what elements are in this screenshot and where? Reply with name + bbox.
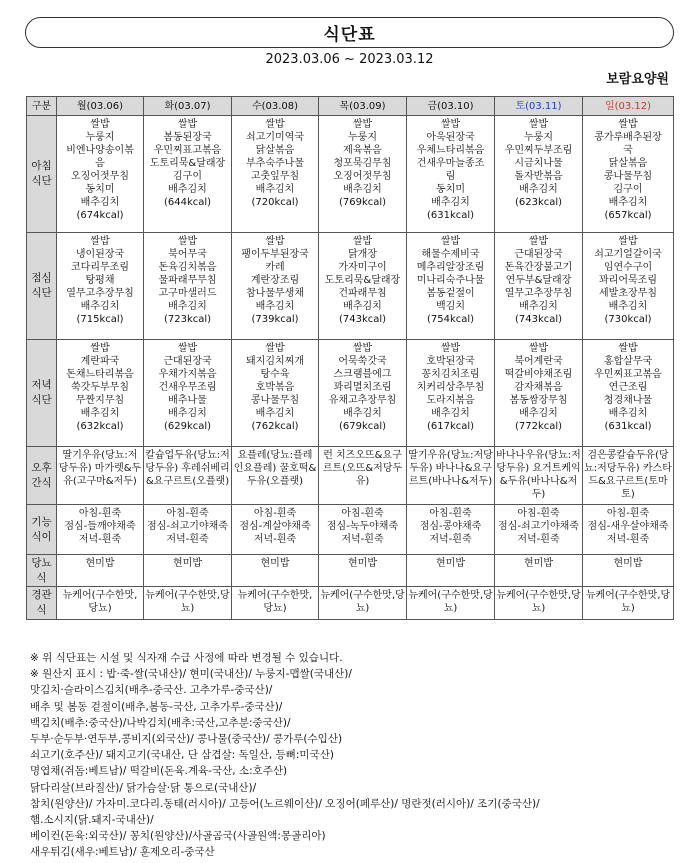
diabetic-diet-label — [27, 555, 57, 587]
menu-item: 오징어젓무침 — [71, 171, 129, 182]
snack-cell-tue — [144, 447, 232, 505]
functional-diet-item: 아침-흰죽 — [78, 508, 122, 519]
menu-item: 쌀밥 — [177, 236, 198, 247]
functional-diet-item: 점심-계살야채죽 — [239, 521, 311, 532]
menu-item: (772kcal) — [514, 421, 563, 432]
menu-item: 누룽지 — [348, 132, 377, 143]
row-label-line: 식단 — [31, 287, 52, 299]
lunch-cell-sun — [583, 233, 674, 340]
menu-item: 우채가지볶음 — [158, 369, 217, 380]
note-line: 닭다리살(브라질산)/ 닭가슴살·닭 통으로(국내산)/ — [30, 781, 257, 794]
menu-item: (631kcal) — [426, 210, 475, 221]
breakfast-cell-tue — [144, 116, 232, 233]
row-label-line: 저녁 — [31, 379, 52, 391]
menu-item: 북어계란국 — [514, 356, 563, 367]
menu-item: 배추김치 — [255, 301, 295, 312]
menu-item: 탕평채 — [85, 275, 115, 286]
lunch-cell-fri — [407, 233, 495, 340]
day-header-sun: 일(03.12) — [583, 97, 674, 116]
menu-item: (617kcal) — [426, 421, 475, 432]
lunch-row — [27, 233, 674, 340]
snack-cell-mon — [57, 447, 144, 505]
day-header-fri: 금(03.10) — [407, 97, 495, 116]
functional-diet-cell-mon — [57, 505, 144, 555]
menu-item: 쌀밥 — [618, 343, 638, 354]
row-label-line: 식단 — [31, 175, 52, 187]
menu-item: 쌀밥 — [90, 343, 110, 354]
menu-item: 국 — [623, 145, 633, 156]
functional-diet-item: 점심-쇠고기야채죽 — [147, 521, 228, 532]
functional-diet-item: 점심-녹두야채죽 — [326, 521, 399, 532]
menu-item: 비엔나양송이볶 — [66, 145, 134, 156]
functional-diet-cell-sat — [495, 505, 583, 555]
menu-item: 쇠고기미역국 — [246, 132, 304, 143]
menu-item: 무짠지무침 — [75, 395, 125, 406]
tube-feeding-item: 뉴케어(구수한맛,당뇨) — [585, 590, 671, 614]
menu-item: 배추김치 — [519, 301, 558, 312]
menu-item: 닭살볶음 — [608, 158, 648, 169]
menu-item: 미나리숙주나물 — [416, 275, 485, 286]
dinner-cell-sat — [495, 340, 583, 447]
menu-item: 배추김치 — [168, 408, 207, 419]
snack-cell-sun — [583, 447, 674, 505]
snack-label — [27, 447, 57, 505]
menu-item: 배추김치 — [608, 301, 648, 312]
dinner-row — [27, 340, 674, 447]
menu-item: 떡갈비야채조림 — [504, 369, 573, 380]
menu-item: 도토리묵&달래장 — [324, 275, 401, 286]
note-line: 배추 및 봄동 겉절이(배추,봄동-국산, 고추가루-중국산)/ — [30, 700, 283, 713]
menu-item: 배추김치 — [168, 184, 207, 195]
dinner-cell-sun — [583, 340, 674, 447]
menu-item: 배추김치 — [80, 408, 120, 419]
snack-row — [27, 447, 674, 505]
note-line: 베이컨(돈육:외국산)/ 꽁치(원양산)/사골곰국(사골원액:몽골리아) — [30, 830, 326, 843]
breakfast-cell-sun — [583, 116, 674, 233]
menu-item: 도라지볶음 — [426, 395, 475, 406]
menu-item: 쌀밥 — [528, 343, 549, 354]
functional-diet-item: 아침-흰죽 — [166, 508, 209, 519]
diabetic-diet-item: 현미밥 — [173, 558, 202, 569]
note-line: 명엽채(쥐돔:베트남)/ 떡갈비(돈육.계육-국산, 소:호주산) — [30, 765, 288, 778]
menu-item: 시금치나물 — [514, 158, 563, 169]
note-line: 새우튀김(새우:베트남)/ 훈제오리-중국산 — [30, 846, 215, 859]
menu-item: (754kcal) — [426, 314, 475, 325]
menu-item: 꽈리멸치조림 — [333, 382, 392, 393]
row-label-line: 경관 — [31, 589, 52, 601]
menu-item: (769kcal) — [338, 197, 387, 208]
diabetic-diet-item: 현미밥 — [524, 558, 553, 569]
dinner-cell-tue — [144, 340, 232, 447]
row-label-line: 간식 — [31, 476, 52, 489]
menu-item: 부추숙주나물 — [246, 158, 304, 169]
functional-diet-item: 저녁-흰죽 — [606, 534, 650, 545]
functional-diet-item: 저녁-흰죽 — [78, 534, 122, 545]
menu-item: (623kcal) — [514, 197, 563, 208]
functional-diet-item: 저녁-흰죽 — [253, 534, 297, 545]
menu-item: 돼지김치찌개 — [246, 356, 304, 367]
menu-item: 근대된장국 — [514, 249, 563, 260]
menu-item: 물파래무무침 — [158, 275, 217, 286]
menu-item: 돈채느타리볶음 — [66, 369, 134, 380]
row-label-line: 점심 — [31, 272, 52, 284]
notes — [30, 650, 680, 861]
functional-diet-item: 아침-흰죽 — [341, 508, 384, 519]
menu-item: 림 — [445, 171, 456, 182]
tube-feeding-cell-thu — [319, 587, 407, 620]
menu-item: (631kcal) — [604, 421, 652, 432]
tube-feeding-row — [27, 587, 674, 620]
menu-item: 쌀밥 — [352, 119, 373, 130]
day-header-thu: 목(03.09) — [319, 97, 407, 116]
menu-item: 오징어젓무침 — [333, 171, 392, 182]
dinner-label — [27, 340, 57, 447]
menu-item: 쌀밥 — [90, 236, 110, 247]
breakfast-cell-mon — [57, 116, 144, 233]
menu-item: (629kcal) — [163, 421, 212, 432]
menu-item: 계란장조림 — [250, 275, 300, 286]
menu-item: 스크램블에그 — [333, 369, 392, 380]
row-label-line: 기능 — [31, 515, 52, 528]
breakfast-label — [27, 116, 57, 233]
breakfast-cell-sat — [495, 116, 583, 233]
menu-item: 배추김치 — [431, 197, 470, 208]
menu-item: (762kcal) — [251, 421, 299, 432]
day-header-mon: 월(03.06) — [57, 97, 144, 116]
functional-diet-item: 아침-흰죽 — [253, 508, 297, 519]
functional-diet-item: 점심-새우살야채죽 — [587, 521, 669, 532]
menu-item: (632kcal) — [76, 421, 124, 432]
menu-item: 건새우마늘종조 — [416, 158, 485, 169]
menu-item: 누룽지 — [524, 132, 553, 143]
tube-feeding-item: 뉴케어(구수한맛,당뇨) — [320, 590, 405, 614]
menu-item: (644kcal) — [163, 197, 212, 208]
breakfast-cell-wed — [232, 116, 319, 233]
snack-item: 딸기우유(당뇨:저당두유) 바나나&요구르트(바나나&저두) — [408, 450, 493, 487]
day-header-row — [27, 97, 674, 116]
menu-item: 청경채나물 — [603, 395, 653, 406]
diabetic-diet-item: 현미밥 — [436, 558, 465, 569]
menu-item: 쌀밥 — [265, 236, 285, 247]
menu-item: (739kcal) — [251, 314, 299, 325]
menu-item: 감자채볶음 — [514, 382, 563, 393]
day-header-wed: 수(03.08) — [232, 97, 319, 116]
snack-item: 바나나우유(당뇨:저당두유) 요거트케익&두유(바나나&저두) — [496, 450, 581, 500]
menu-item: 음 — [95, 158, 105, 169]
menu-item: (743kcal) — [338, 314, 387, 325]
menu-item: 쌀밥 — [352, 236, 373, 247]
menu-item: 도토리묵&달래장 — [149, 158, 226, 169]
diabetic-diet-cell-thu — [319, 555, 407, 587]
functional-diet-item: 아침-흰죽 — [606, 508, 650, 519]
menu-item: 가자미구이 — [338, 262, 387, 273]
menu-item: 쌀밥 — [528, 236, 549, 247]
menu-item: 메추리알장조림 — [416, 262, 485, 273]
menu-item: 어묵쑥갓국 — [338, 356, 387, 367]
menu-item: 쌀밥 — [177, 119, 198, 130]
tube-feeding-item: 뉴케어(구수한맛,당뇨) — [62, 590, 138, 614]
note-line: 참치(원양산)/ 가자미.코다리.동태(러시아)/ 고등어(노르웨이산)/ 오징어(페루산)/ 명란젓(러시아)/ 조기(중국산)/ — [30, 797, 540, 810]
menu-item: 배추김치 — [343, 301, 382, 312]
functional-diet-cell-thu — [319, 505, 407, 555]
row-label-line: 식단 — [31, 394, 52, 406]
menu-item: 쑥갓두부무침 — [71, 382, 129, 393]
menu-item: 치커리상추무침 — [416, 382, 485, 393]
diabetic-diet-item: 현미밥 — [348, 558, 377, 569]
menu-item: 근대된장국 — [163, 356, 212, 367]
menu-item: 돈육간장불고기 — [504, 262, 573, 273]
tube-feeding-item: 뉴케어(구수한맛,당뇨) — [145, 590, 230, 614]
breakfast-cell-fri — [407, 116, 495, 233]
menu-item: 배추나물 — [168, 395, 207, 406]
menu-item: 쌀밥 — [618, 119, 638, 130]
note-line: 백김치(배추:중국산)/나박김치(배추:국산,고추분:중국산)/ — [30, 716, 291, 729]
lunch-cell-wed — [232, 233, 319, 340]
tube-feeding-cell-mon — [57, 587, 144, 620]
snack-cell-wed — [232, 447, 319, 505]
menu-item: 연두부&달래장 — [505, 275, 572, 286]
menu-item: 열무고추장무침 — [66, 288, 134, 299]
diabetic-diet-cell-wed — [232, 555, 319, 587]
menu-item: 배추김치 — [519, 184, 558, 195]
note-line: 두부·순두부·연두부,콩비지(외국산)/ 콩나물(중국산)/ 콩가루(수입산) — [30, 733, 343, 746]
menu-item: 배추김치 — [80, 197, 120, 208]
diabetic-diet-cell-mon — [57, 555, 144, 587]
menu-item: 쌀밥 — [265, 119, 285, 130]
snack-item: 요플레(당뇨:플레인요플레) 꿀호떡&두유(오플랫) — [233, 450, 317, 487]
menu-item: 건새우무조림 — [158, 382, 217, 393]
snack-cell-fri — [407, 447, 495, 505]
menu-item: 쌀밥 — [177, 343, 198, 354]
menu-item: 꽈리어묵조림 — [599, 275, 657, 286]
menu-table — [26, 96, 674, 620]
note-line: 쇠고기(호주산)/ 돼지고기(국내산, 단 삼겹살: 독일산, 등뼈:미국산) — [30, 749, 334, 762]
functional-diet-cell-sun — [583, 505, 674, 555]
menu-item: 쌀밥 — [90, 119, 110, 130]
menu-item: 배추김치 — [608, 408, 648, 419]
menu-item: 호박된장국 — [426, 356, 475, 367]
menu-item: 냉이된장국 — [75, 249, 125, 260]
menu-item: 돈육김치볶음 — [158, 262, 217, 273]
tube-feeding-cell-sat — [495, 587, 583, 620]
menu-item: 쌀밥 — [352, 343, 373, 354]
menu-item: 세발초장무침 — [599, 288, 657, 299]
snack-item: 칼슘업두유(당뇨:저당두유) 후레쉬베리&요구르트(오플랫) — [145, 450, 230, 487]
menu-item: 닭개장 — [348, 249, 377, 260]
menu-item: 배추김치 — [343, 408, 382, 419]
lunch-cell-thu — [319, 233, 407, 340]
menu-item: 콩나물무침 — [250, 395, 300, 406]
menu-item: 김구이 — [613, 184, 643, 195]
menu-item: 배추김치 — [255, 184, 295, 195]
snack-cell-sat — [495, 447, 583, 505]
diabetic-diet-cell-fri — [407, 555, 495, 587]
menu-item: 배추김치 — [343, 184, 382, 195]
title-text: 식단표 — [323, 25, 376, 45]
menu-item: 콩나물무침 — [603, 171, 653, 182]
functional-diet-item: 점심-콩야채죽 — [419, 521, 482, 532]
menu-item: 홍합살무국 — [603, 356, 653, 367]
dinner-cell-thu — [319, 340, 407, 447]
tube-feeding-label — [27, 587, 57, 620]
menu-item: 누룽지 — [85, 132, 115, 143]
menu-item: 봄동된장국 — [163, 132, 212, 143]
menu-item: 우민찌표고볶음 — [594, 369, 662, 380]
snack-item: 검은콩칼슘두유(당뇨:저당두유) 카스타드&요구르트(토마토) — [584, 450, 672, 500]
menu-item: 우민찌표고볶음 — [153, 145, 222, 156]
menu-item: 꽁치김치조림 — [421, 369, 480, 380]
menu-item: 쇠고기얼갈이국 — [594, 249, 662, 260]
menu-item: 쌀밥 — [265, 343, 285, 354]
functional-diet-cell-wed — [232, 505, 319, 555]
diabetic-diet-cell-sat — [495, 555, 583, 587]
diabetic-diet-item: 현미밥 — [260, 558, 290, 569]
menu-item: 봄동쌈장무침 — [509, 395, 568, 406]
functional-diet-item: 아침-흰죽 — [517, 508, 560, 519]
note-line: 햄.소시지(닭.돼지-국내산)/ — [30, 814, 154, 827]
snack-item: 딸기우유(당뇨:저당두유) 마가렛&두유(고구마&저두) — [58, 450, 142, 487]
row-label-line: 아침 — [31, 160, 52, 172]
menu-item: 쌀밥 — [440, 343, 461, 354]
note-line: ※ 위 식단표는 시설 및 식자재 수급 사정에 따라 변경될 수 있습니다. — [30, 652, 343, 664]
menu-item: 쌀밥 — [618, 236, 638, 247]
note-line: 맛김치·슬라이스김치(배추-중국산. 고추가루-중국산)/ — [30, 684, 273, 697]
dinner-cell-fri — [407, 340, 495, 447]
menu-item: 제육볶음 — [343, 145, 382, 156]
menu-item: 배추김치 — [519, 408, 558, 419]
menu-item: 해물수제비국 — [421, 249, 480, 260]
menu-item: 쌀밥 — [528, 119, 549, 130]
tube-feeding-item: 뉴케어(구수한맛,당뇨) — [237, 590, 313, 614]
breakfast-row — [27, 116, 674, 233]
menu-item: 건파래무침 — [338, 288, 387, 299]
menu-item: 콩가루배추된장 — [594, 132, 662, 143]
menu-item: (657kcal) — [604, 210, 652, 221]
day-header-tue: 화(03.07) — [144, 97, 232, 116]
snack-item: 런 치즈오뜨&요구르트(오뜨&저당두유) — [322, 450, 403, 487]
menu-item: 코다리무조림 — [71, 262, 129, 273]
facility-name: 보람요양원 — [606, 72, 669, 87]
row-label-line: 식 — [36, 571, 47, 584]
functional-diet-cell-tue — [144, 505, 232, 555]
menu-item: 백김치 — [436, 301, 465, 312]
lunch-cell-mon — [57, 233, 144, 340]
menu-title — [25, 17, 674, 48]
functional-diet-row — [27, 505, 674, 555]
menu-item: 북어무국 — [168, 249, 207, 260]
functional-diet-item: 저녁-흰죽 — [341, 534, 384, 545]
breakfast-cell-thu — [319, 116, 407, 233]
menu-item: 팽이두부된장국 — [241, 249, 309, 260]
dinner-cell-mon — [57, 340, 144, 447]
diabetic-diet-cell-tue — [144, 555, 232, 587]
diabetic-diet-row — [27, 555, 674, 587]
menu-item: 배추김치 — [80, 301, 120, 312]
day-header-sat: 토(03.11) — [495, 97, 583, 116]
row-label-line: 식 — [36, 604, 47, 616]
menu-item: 열무고추장무침 — [504, 288, 573, 299]
menu-item: 돌자반볶음 — [514, 171, 563, 182]
menu-item: 고춧잎무침 — [250, 171, 300, 182]
menu-item: (730kcal) — [604, 314, 652, 325]
functional-diet-item: 점심-들깨야채죽 — [64, 521, 136, 532]
diabetic-diet-item: 현미밥 — [613, 558, 643, 569]
menu-item: 탕수육 — [260, 369, 290, 380]
menu-item: 김구이 — [173, 171, 202, 182]
menu-item: (720kcal) — [251, 197, 299, 208]
tube-feeding-item: 뉴케어(구수한맛,당뇨) — [408, 590, 493, 614]
lunch-cell-sat — [495, 233, 583, 340]
menu-item: 청포묵김무침 — [333, 158, 392, 169]
row-label-line: 식이 — [31, 530, 52, 543]
functional-diet-item: 저녁-흰죽 — [166, 534, 209, 545]
menu-item: 우민찌두부조림 — [504, 145, 573, 156]
note-line: ※ 원산지 표시 : 밥·죽-쌀(국내산)/ 현미(국내산)/ 누룽지-맵쌀(국내산)/ — [30, 668, 352, 681]
menu-item: 봄동겉절이 — [426, 288, 475, 299]
menu-item: 아욱된장국 — [426, 132, 475, 143]
menu-item: 카레 — [265, 262, 285, 273]
menu-item: 계란파국 — [80, 356, 120, 367]
functional-diet-cell-fri — [407, 505, 495, 555]
menu-item: 고구마샐러드 — [158, 288, 217, 299]
functional-diet-item: 점심-쇠고기야채죽 — [498, 521, 579, 532]
menu-item: (723kcal) — [163, 314, 212, 325]
menu-item: 배추김치 — [431, 408, 470, 419]
menu-item: 배추김치 — [168, 301, 207, 312]
diabetic-diet-cell-sun — [583, 555, 674, 587]
menu-item: 배추김치 — [255, 408, 295, 419]
menu-item: (715kcal) — [76, 314, 124, 325]
diabetic-diet-item: 현미밥 — [85, 558, 115, 569]
tube-feeding-cell-wed — [232, 587, 319, 620]
menu-item: (679kcal) — [338, 421, 387, 432]
menu-item: 닭살볶음 — [255, 145, 295, 156]
row-label-line: 오후 — [31, 461, 52, 474]
menu-item: 호박볶음 — [255, 382, 295, 393]
menu-item: 우체느타리볶음 — [416, 145, 485, 156]
lunch-cell-tue — [144, 233, 232, 340]
functional-diet-item: 저녁-흰죽 — [517, 534, 560, 545]
corner-label: 구분 — [27, 97, 57, 116]
date-range: 2023.03.06 ~ 2023.03.12 — [265, 52, 434, 67]
row-label-line: 당뇨 — [31, 556, 52, 569]
menu-item: 쌀밥 — [440, 119, 461, 130]
tube-feeding-cell-fri — [407, 587, 495, 620]
menu-item: 참나물무생채 — [246, 288, 304, 299]
menu-item: 동치미 — [85, 184, 115, 195]
menu-item: 임연수구이 — [603, 262, 653, 273]
functional-diet-item: 저녁-흰죽 — [429, 534, 472, 545]
menu-item: (674kcal) — [76, 210, 124, 221]
menu-item: 유채고추장무침 — [328, 395, 397, 406]
dinner-cell-wed — [232, 340, 319, 447]
menu-item: (743kcal) — [514, 314, 563, 325]
menu-item: 동치미 — [436, 184, 465, 195]
snack-cell-thu — [319, 447, 407, 505]
menu-item: 배추김치 — [608, 197, 648, 208]
menu-item: 쌀밥 — [440, 236, 461, 247]
menu-item: 연근조림 — [608, 382, 648, 393]
tube-feeding-cell-tue — [144, 587, 232, 620]
functional-diet-item: 아침-흰죽 — [429, 508, 472, 519]
tube-feeding-item: 뉴케어(구수한맛,당뇨) — [496, 590, 581, 614]
functional-diet-label — [27, 505, 57, 555]
tube-feeding-cell-sun — [583, 587, 674, 620]
lunch-label — [27, 233, 57, 340]
